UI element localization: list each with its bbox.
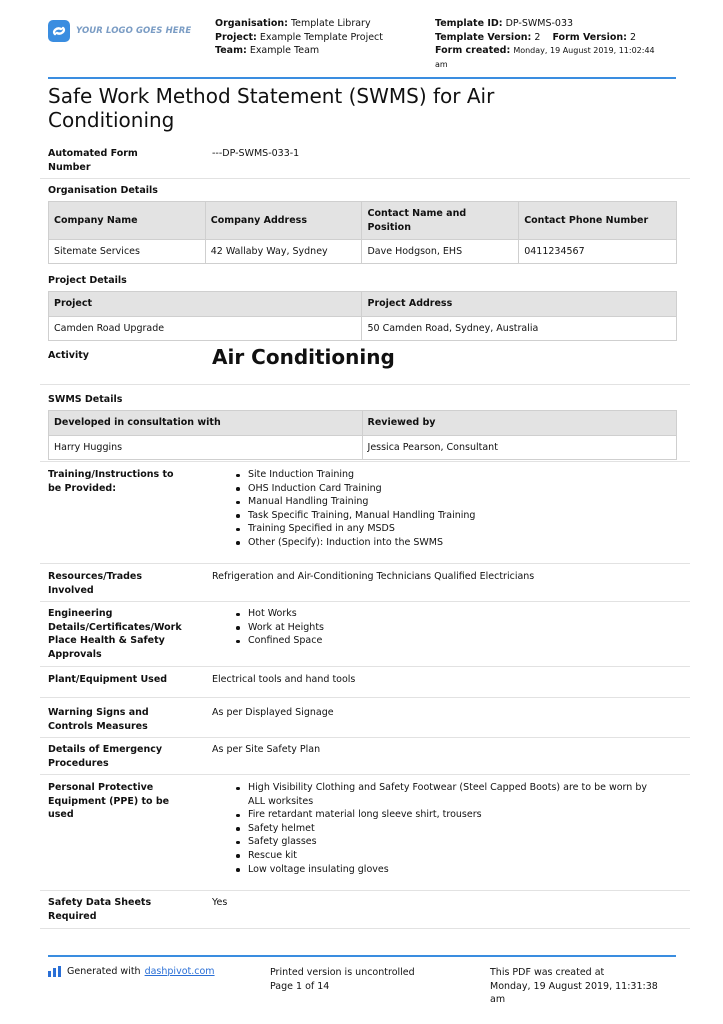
training-label-2: be Provided: xyxy=(48,482,117,494)
project-cell: Camden Road Upgrade xyxy=(49,317,362,341)
warning-value: As per Displayed Signage xyxy=(212,707,334,718)
contact-name-cell: Dave Hodgson, EHS xyxy=(362,240,519,264)
col-contact-name-1: Contact Name and xyxy=(367,208,467,219)
ppe-label-1: Personal Protective xyxy=(48,782,154,793)
engineering-label xyxy=(48,607,182,661)
title-line-2: Conditioning xyxy=(48,108,175,132)
resources-value: Refrigeration and Air-Conditioning Technicians Qualified Electricians xyxy=(212,571,535,582)
form-created-value-cont: am xyxy=(435,59,448,69)
footer-created-info xyxy=(490,966,690,1007)
organisation-label: Organisation: xyxy=(215,18,288,29)
bar-chart-icon xyxy=(48,966,62,977)
dashpivot-link[interactable]: dashpivot.com xyxy=(144,966,215,977)
logo-icon xyxy=(48,20,70,42)
list-item xyxy=(234,781,647,808)
col-project-address: Project Address xyxy=(362,292,677,317)
list-item: Training Specified in any MSDS xyxy=(234,522,475,536)
resources-label-2: Involved xyxy=(48,584,94,596)
pdf-created-label: This PDF was created at xyxy=(490,967,605,978)
engineering-label-4: Approvals xyxy=(48,648,102,660)
footer-divider xyxy=(48,955,676,957)
training-label xyxy=(48,468,174,495)
col-company-name: Company Name xyxy=(49,202,206,240)
divider xyxy=(40,384,690,385)
ppe-item-1-line-1: High Visibility Clothing and Safety Footwear (Steel Capped Boots) are to be worn by xyxy=(248,782,647,793)
resources-label-1: Resources/Trades xyxy=(48,571,143,582)
footer-print-info xyxy=(270,966,415,993)
col-company-address: Company Address xyxy=(205,202,362,240)
warning-label xyxy=(48,706,149,733)
pdf-created-date: Monday, 19 August 2019, 11:31:38 xyxy=(490,980,658,992)
divider xyxy=(40,697,690,698)
automated-form-label-2: Number xyxy=(48,161,91,173)
divider xyxy=(40,774,690,775)
engineering-list xyxy=(234,607,324,648)
form-created-value: Monday, 19 August 2019, 11:02:44 xyxy=(513,46,655,55)
uncontrolled-text: Printed version is uncontrolled xyxy=(270,967,415,978)
swms-details-table xyxy=(48,410,677,460)
divider xyxy=(40,563,690,564)
list-item: Other (Specify): Induction into the SWMS xyxy=(234,536,475,550)
engineering-label-2: Details/Certificates/Work xyxy=(48,621,182,633)
sds-label-2: Required xyxy=(48,910,97,922)
list-item: Site Induction Training xyxy=(234,468,475,482)
swms-details-heading: SWMS Details xyxy=(48,394,123,405)
col-developed-with: Developed in consultation with xyxy=(49,411,363,436)
list-item: Manual Handling Training xyxy=(234,495,475,509)
team-label: Team: xyxy=(215,45,247,56)
table-row xyxy=(49,436,677,460)
warning-label-1: Warning Signs and xyxy=(48,707,149,718)
template-id-label: Template ID: xyxy=(435,18,503,29)
list-item: Safety glasses xyxy=(234,835,647,849)
col-contact-name-2: Position xyxy=(367,221,411,233)
automated-form-label xyxy=(48,147,138,174)
project-address-cell: 50 Camden Road, Sydney, Australia xyxy=(362,317,677,341)
automated-form-label-1: Automated Form xyxy=(48,148,138,159)
divider xyxy=(40,601,690,602)
sds-value: Yes xyxy=(212,897,228,908)
list-item: Work at Heights xyxy=(234,621,324,635)
template-version-value: 2 xyxy=(534,31,541,43)
table-row xyxy=(49,240,677,264)
project-label: Project: xyxy=(215,31,257,43)
list-item: Low voltage insulating gloves xyxy=(234,863,647,877)
col-reviewed-by: Reviewed by xyxy=(362,411,676,436)
company-logo xyxy=(48,17,198,45)
emergency-label-1: Details of Emergency xyxy=(48,744,163,755)
project-details-table xyxy=(48,291,677,341)
automated-form-value: ---DP-SWMS-033-1 xyxy=(212,148,300,159)
page-number: Page 1 of 14 xyxy=(270,980,330,992)
plant-label: Plant/Equipment Used xyxy=(48,674,168,685)
col-project: Project xyxy=(49,292,362,317)
sds-label-1: Safety Data Sheets xyxy=(48,897,152,908)
header-divider xyxy=(48,77,676,79)
activity-label: Activity xyxy=(48,350,89,361)
title-line-1: Safe Work Method Statement (SWMS) for Air xyxy=(48,84,495,108)
template-id-value: DP-SWMS-033 xyxy=(505,18,574,29)
form-created-label: Form created: xyxy=(435,45,511,56)
organisation-details-heading: Organisation Details xyxy=(48,185,158,196)
list-item: Fire retardant material long sleeve shirt, trousers xyxy=(234,808,647,822)
organisation-value: Template Library xyxy=(290,18,371,29)
ppe-label-2: Equipment (PPE) to be xyxy=(48,795,170,807)
plant-value: Electrical tools and hand tools xyxy=(212,674,356,685)
ppe-item-1-line-2: ALL worksites xyxy=(248,795,314,807)
emergency-value: As per Site Safety Plan xyxy=(212,744,321,755)
project-details-heading: Project Details xyxy=(48,275,127,286)
divider xyxy=(40,737,690,738)
col-contact-phone: Contact Phone Number xyxy=(519,202,677,240)
emergency-label xyxy=(48,743,162,770)
developed-with-cell: Harry Huggins xyxy=(49,436,363,460)
list-item: Task Specific Training, Manual Handling Training xyxy=(234,509,475,523)
emergency-label-2: Procedures xyxy=(48,757,109,769)
footer-generated xyxy=(48,966,215,977)
list-item: OHS Induction Card Training xyxy=(234,482,475,496)
sds-label xyxy=(48,896,151,923)
logo-text: YOUR LOGO GOES HERE xyxy=(76,26,192,36)
warning-label-2: Controls Measures xyxy=(48,720,148,732)
list-item: Rescue kit xyxy=(234,849,647,863)
form-version-value: 2 xyxy=(629,31,637,43)
training-label-1: Training/Instructions to xyxy=(48,469,174,480)
list-item: Safety helmet xyxy=(234,822,647,836)
project-value: Example Template Project xyxy=(259,31,383,43)
page-title xyxy=(48,84,678,132)
divider xyxy=(40,178,690,179)
template-version-label: Template Version: xyxy=(435,31,532,43)
ppe-label xyxy=(48,781,169,822)
company-name-cell: Sitemate Services xyxy=(49,240,206,264)
divider xyxy=(40,928,690,929)
team-value: Example Team xyxy=(249,45,320,56)
organisation-details-table xyxy=(48,201,677,264)
training-list xyxy=(234,468,475,550)
form-version-label: Form Version: xyxy=(552,31,627,43)
divider xyxy=(40,461,690,462)
divider xyxy=(40,890,690,891)
list-item: Hot Works xyxy=(234,607,324,621)
resources-label xyxy=(48,570,142,597)
reviewed-by-cell: Jessica Pearson, Consultant xyxy=(362,436,676,460)
list-item: Confined Space xyxy=(234,634,324,648)
contact-phone-cell: 0411234567 xyxy=(519,240,677,264)
engineering-label-1: Engineering xyxy=(48,608,113,619)
header-meta-left xyxy=(215,17,383,58)
pdf-created-ampm: am xyxy=(490,994,506,1005)
ppe-label-3: used xyxy=(48,809,74,820)
ppe-list xyxy=(234,781,647,876)
engineering-label-3: Place Health & Safety xyxy=(48,635,165,646)
table-row xyxy=(49,317,677,341)
header-meta-right xyxy=(435,17,685,71)
company-address-cell: 42 Wallaby Way, Sydney xyxy=(205,240,362,264)
activity-value: Air Conditioning xyxy=(212,345,395,369)
page-header xyxy=(0,0,723,80)
generated-with-text: Generated with xyxy=(67,966,141,977)
col-contact-name xyxy=(362,202,519,240)
divider xyxy=(40,666,690,667)
